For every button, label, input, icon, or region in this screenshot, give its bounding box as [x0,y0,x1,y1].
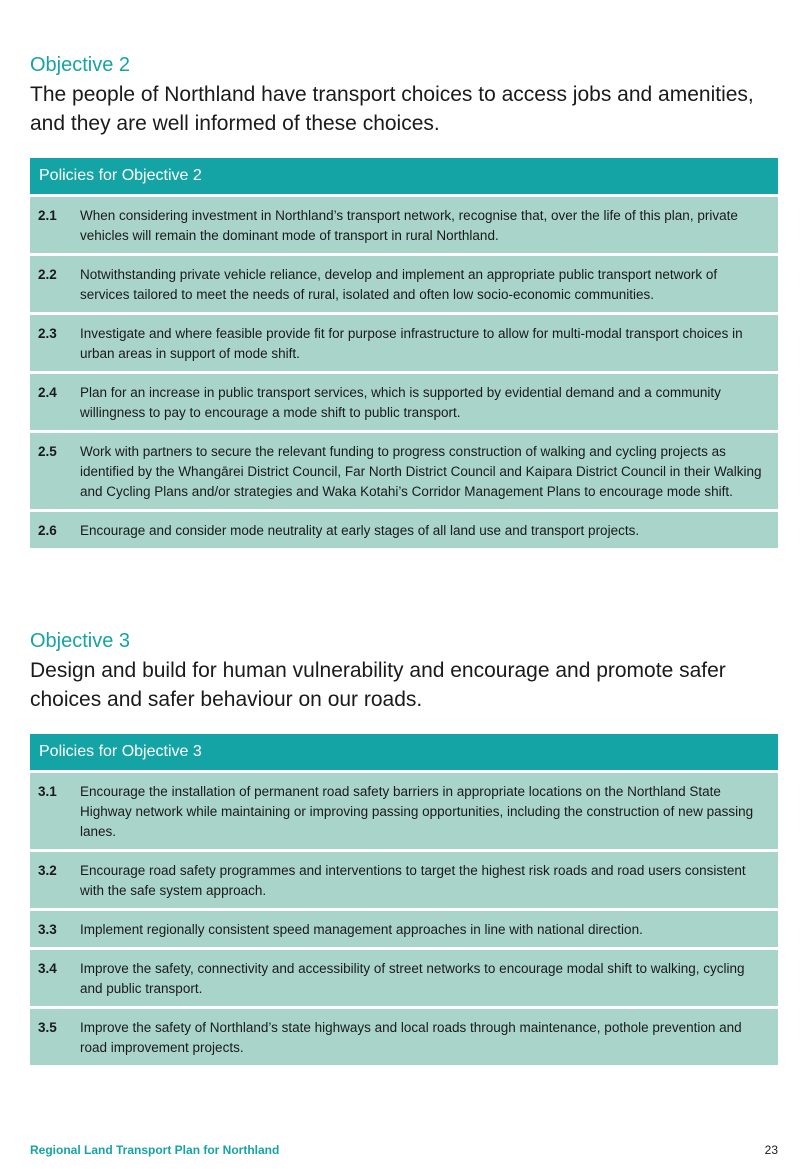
policy-text: Encourage and consider mode neutrality at early stages of all land use and transport projects. [80,523,640,538]
policy-number: 2.3 [38,326,57,341]
policy-row [30,256,778,312]
policy-number: 3.1 [38,784,57,799]
objective-2-table-header: Policies for Objective 2 [30,158,778,194]
policy-text: Encourage the installation of permanent road safety barriers in appropriate locations on the Northland State Highway network while maintaining or improving passing opportunities, including the construction of new passing lanes. [80,784,754,839]
objective-2-section [30,52,778,548]
policy-number: 2.1 [38,208,57,223]
policy-text: When considering investment in Northland’s transport network, recognise that, over the life of this plan, private vehicles will remain the dominant mode of transport in rural Northland. [80,208,738,243]
policy-row [30,512,778,548]
objective-3-table-header: Policies for Objective 3 [30,734,778,770]
policy-number: 3.4 [38,961,57,976]
page-footer [30,1143,778,1157]
policy-text: Work with partners to secure the relevant funding to progress construction of walking and cycling projects as identified by the Whangārei District Council, Far North District Council and Kaipara District Council in their Walking and Cycling Plans and/or strategies and Waka Kotahi’s Corridor Management Plans to encourage mode shift. [80,444,762,499]
policy-text: Encourage road safety programmes and interventions to target the highest risk roads and road users consistent with the safe system approach. [80,863,746,898]
objective-3-section [30,628,778,1065]
policy-row [30,950,778,1006]
policy-row [30,374,778,430]
policy-row [30,433,778,509]
objective-3-label: Objective 3 [30,630,131,652]
policy-number: 2.6 [38,523,57,538]
objective-2-statement: The people of Northland have transport choices to access jobs and amenities, and they are well informed of these choices. [30,83,754,135]
policy-text: Implement regionally consistent speed management approaches in line with national direction. [80,922,643,937]
objective-3-statement: Design and build for human vulnerability and encourage and promote safer choices and safer behaviour on our roads. [30,659,726,711]
policy-row [30,773,778,849]
policy-text: Investigate and where feasible provide fit for purpose infrastructure to allow for multi-modal transport choices in urban areas in support of mode shift. [80,326,743,361]
page-number: 23 [764,1143,778,1157]
policy-number: 2.4 [38,385,57,400]
policy-row [30,852,778,908]
policy-number: 3.2 [38,863,57,878]
objective-3-policy-table [30,734,778,1065]
policy-text: Plan for an increase in public transport services, which is supported by evidential demand and a community willingness to pay to encourage a mode shift to public transport. [80,385,721,420]
policy-row [30,1009,778,1065]
policy-number: 2.2 [38,267,57,282]
footer-document-title: Regional Land Transport Plan for Northland [30,1143,280,1157]
objective-2-label: Objective 2 [30,54,131,76]
policy-text: Improve the safety, connectivity and accessibility of street networks to encourage modal shift to walking, cycling and public transport. [80,961,745,996]
policy-number: 3.3 [38,922,57,937]
policy-row [30,911,778,947]
policy-row [30,315,778,371]
policy-text: Notwithstanding private vehicle reliance, develop and implement an appropriate public transport network of services tailored to meet the needs of rural, isolated and often low socio-economic communities. [80,267,718,302]
policy-row [30,197,778,253]
policy-text: Improve the safety of Northland’s state highways and local roads through maintenance, pothole prevention and road improvement projects. [80,1020,742,1055]
policy-number: 3.5 [38,1020,57,1035]
policy-number: 2.5 [38,444,57,459]
objective-2-policy-table [30,158,778,548]
